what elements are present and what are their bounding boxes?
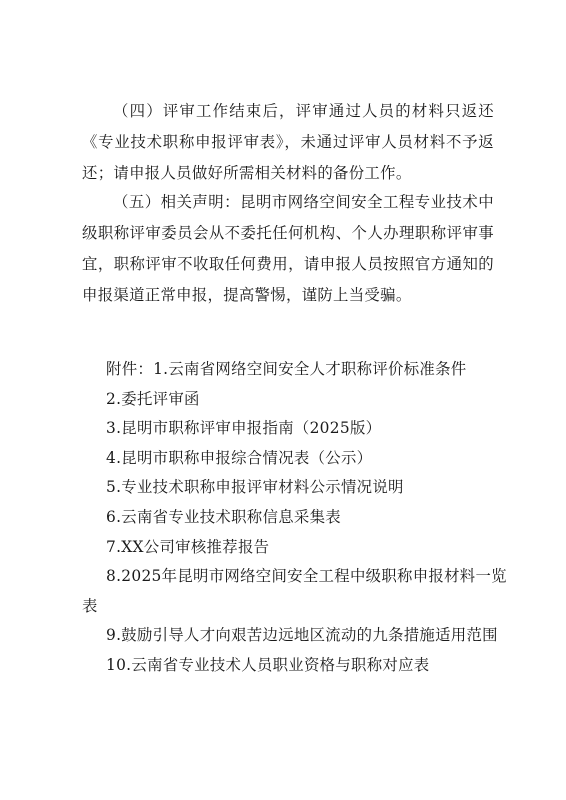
- attachments-prefix: 附件：: [106, 360, 154, 378]
- paragraph-review-materials: （四）评审工作结束后，评审通过人员的材料只返还《专业技术职称申报评审表》，未通过评审人员材料不予返还；请申报人员做好所需相关材料的备份工作。: [82, 102, 494, 182]
- attachment-item-6: 6.云南省专业技术职称信息采集表: [106, 507, 341, 526]
- attachment-item-1: [82, 355, 494, 385]
- attachments-list: [82, 355, 507, 681]
- attachment-item-8-line1: 8.2025年昆明市网络空间安全工程中级职称申报材料一览: [106, 567, 507, 586]
- attachment-item-10: 10.云南省专业技术人员职业资格与职称对应表: [106, 655, 430, 674]
- attachment-item-label: 1.云南省网络空间安全人才职称评价标准条件: [153, 360, 467, 378]
- attachment-item-2: 2.委托评审函: [106, 389, 200, 408]
- paragraph-disclaimer: （五）相关声明：昆明市网络空间安全工程专业技术中级职称评审委员会从不委托任何机构、个人办理职称评审事宜，职称评审不收取任何费用，请申报人员按照官方通知的申报渠道正常申报，提高警惕，谨防上当受骗。: [82, 193, 494, 304]
- attachment-item-3: 3.昆明市职称评审申报指南（2025版）: [106, 419, 382, 438]
- attachment-item-9: 9.鼓励引导人才向艰苦边远地区流动的九条措施适用范围: [106, 626, 498, 645]
- attachment-item-7: 7.XX公司审核推荐报告: [106, 537, 270, 556]
- attachment-item-5: 5.专业技术职称申报评审材料公示情况说明: [106, 478, 404, 497]
- attachment-item-4: 4.昆明市职称申报综合情况表（公示）: [106, 448, 373, 467]
- attachment-item-8-continuation: 表: [82, 596, 98, 615]
- attachment-item-8: [82, 562, 507, 592]
